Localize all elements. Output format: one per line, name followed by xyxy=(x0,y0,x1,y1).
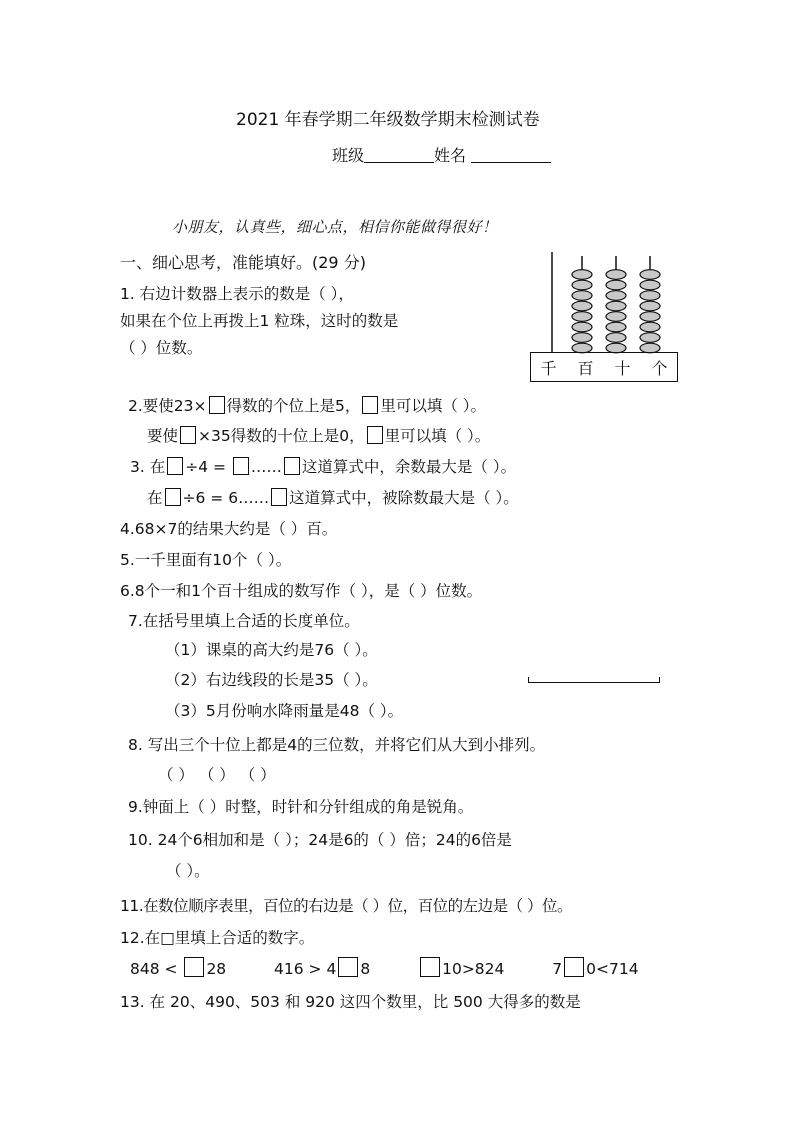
abacus-bead xyxy=(606,312,626,322)
q12a-text-1: 848 < xyxy=(130,960,183,978)
q3b-text-1: 在 xyxy=(147,489,163,507)
q2a-text-2: 得数的个位上是5， xyxy=(226,397,361,415)
abacus-bead xyxy=(606,270,626,280)
answer-box[interactable] xyxy=(564,957,584,977)
answer-box[interactable] xyxy=(362,396,378,414)
question-10-line-1: 10. 24个6相加和是（ ）；24是6的（ ）倍；24的6倍是 xyxy=(128,831,512,849)
student-info-line xyxy=(332,143,551,166)
abacus-bead xyxy=(606,322,626,332)
abacus-bead xyxy=(640,280,660,290)
question-12-items xyxy=(130,957,639,978)
abacus-bead xyxy=(572,333,592,343)
abacus-bead xyxy=(572,301,592,311)
abacus-label-ones: 个 xyxy=(651,359,668,378)
abacus-bead xyxy=(606,280,626,290)
question-12: 12.在□里填上合适的数字。 xyxy=(120,929,315,947)
answer-box[interactable] xyxy=(184,957,204,977)
abacus-bead xyxy=(640,291,660,301)
abacus-bead xyxy=(572,291,592,301)
question-8: 8. 写出三个十位上都是4的三位数，并将它们从大到小排列。 xyxy=(128,736,546,754)
abacus-label-tens: 十 xyxy=(614,359,631,378)
q3b-text-3: 这道算式中，被除数最大是（ ）。 xyxy=(289,489,519,507)
abacus-bead xyxy=(572,270,592,280)
answer-box[interactable] xyxy=(284,457,300,475)
question-7-3: （3）5月份响水降雨量是48（ ）。 xyxy=(165,702,404,720)
abacus-bead xyxy=(606,291,626,301)
question-10-line-2: （ ）。 xyxy=(166,862,210,880)
question-6: 6.8个一和1个百十组成的数写作（ ），是（ ）位数。 xyxy=(120,582,483,600)
question-1-line-2: 如果在个位上再拨上1 粒珠，这时的数是 xyxy=(120,312,399,330)
abacus-bead xyxy=(572,322,592,332)
q12b-text-1: 416 > 4 xyxy=(274,960,337,978)
question-2a xyxy=(128,394,486,416)
abacus-bead xyxy=(606,301,626,311)
q12a-text-2: 28 xyxy=(206,960,227,978)
abacus-rods xyxy=(530,252,680,354)
answer-box[interactable] xyxy=(338,957,358,977)
q12c-text-1: 10>824 xyxy=(442,960,505,978)
q12d-text-2: 0<714 xyxy=(586,960,639,978)
abacus-bead xyxy=(640,270,660,280)
q3a-text-4: 这道算式中，余数最大是（ ）。 xyxy=(301,458,517,476)
q12b-text-2: 8 xyxy=(360,960,371,978)
q3a-text-3: …… xyxy=(250,458,282,476)
section-heading: 一、细心思考，准能填好。(29 分) xyxy=(120,253,366,272)
line-segment xyxy=(528,677,660,683)
answer-box[interactable] xyxy=(233,457,249,475)
answer-box[interactable] xyxy=(271,488,287,506)
question-5: 5.一千里面有10个（ ）。 xyxy=(120,551,292,569)
question-4: 4.68×7的结果大约是（ ）百。 xyxy=(120,520,338,538)
q3b-text-2: ÷6 = 6…… xyxy=(182,489,270,507)
question-3a xyxy=(130,455,516,477)
abacus-bead xyxy=(640,312,660,322)
q2b-text-3: 里可以填（ ）。 xyxy=(384,427,491,445)
q2b-text-2: ×35得数的十位上是0， xyxy=(198,427,365,445)
abacus-bead xyxy=(640,322,660,332)
answer-box[interactable] xyxy=(167,457,183,475)
name-blank[interactable] xyxy=(471,146,551,163)
question-1-line-1: 1. 右边计数器上表示的数是（ ）， xyxy=(120,285,354,303)
q3a-text-2: ÷4 = xyxy=(185,458,231,476)
abacus-bead xyxy=(572,280,592,290)
question-13: 13. 在 20、490、503 和 920 这四个数里，比 500 大得多的数是 xyxy=(120,993,581,1011)
abacus-bead xyxy=(606,333,626,343)
abacus-labels xyxy=(530,356,678,379)
question-2b xyxy=(147,424,490,446)
abacus-label-hundreds: 百 xyxy=(577,359,594,378)
abacus-bead xyxy=(640,333,660,343)
question-11: 11.在数位顺序表里，百位的右边是（ ）位，百位的左边是（ ）位。 xyxy=(120,897,573,915)
answer-box[interactable] xyxy=(420,957,440,977)
question-7: 7.在括号里填上合适的长度单位。 xyxy=(128,612,360,630)
question-8-blanks: （ ） （ ） （ ） xyxy=(158,766,276,784)
abacus-bead xyxy=(640,301,660,311)
question-7-1: （1）课桌的高大约是76（ ）。 xyxy=(165,641,378,659)
q12d-text-1: 7 xyxy=(552,960,563,978)
answer-box[interactable] xyxy=(367,426,383,444)
q2b-text-1: 要使 xyxy=(147,427,179,445)
question-3b xyxy=(147,486,519,508)
q3a-text-1: 3. 在 xyxy=(130,458,166,476)
abacus-counter xyxy=(530,252,680,384)
answer-box[interactable] xyxy=(165,488,181,506)
q2a-text-3: 里可以填（ ）。 xyxy=(380,397,487,415)
encouragement-slogan: 小朋友，认真些，细心点，相信你能做得很好！ xyxy=(172,218,498,236)
answer-box[interactable] xyxy=(209,396,225,414)
class-blank[interactable] xyxy=(364,146,434,163)
question-1-line-3: （ ）位数。 xyxy=(120,339,203,357)
abacus-label-thousands: 千 xyxy=(540,359,557,378)
exam-title: 2021 年春学期二年级数学期末检测试卷 xyxy=(236,110,540,130)
class-label: 班级 xyxy=(332,146,365,165)
question-7-2: （2）右边线段的长是35（ ）。 xyxy=(165,671,378,689)
q2a-text-1: 2.要使23× xyxy=(128,397,207,415)
answer-box[interactable] xyxy=(180,426,196,444)
name-label: 姓名 xyxy=(434,146,467,165)
abacus-bead xyxy=(572,312,592,322)
question-9: 9.钟面上（ ）时整，时针和分针组成的角是锐角。 xyxy=(128,798,474,816)
